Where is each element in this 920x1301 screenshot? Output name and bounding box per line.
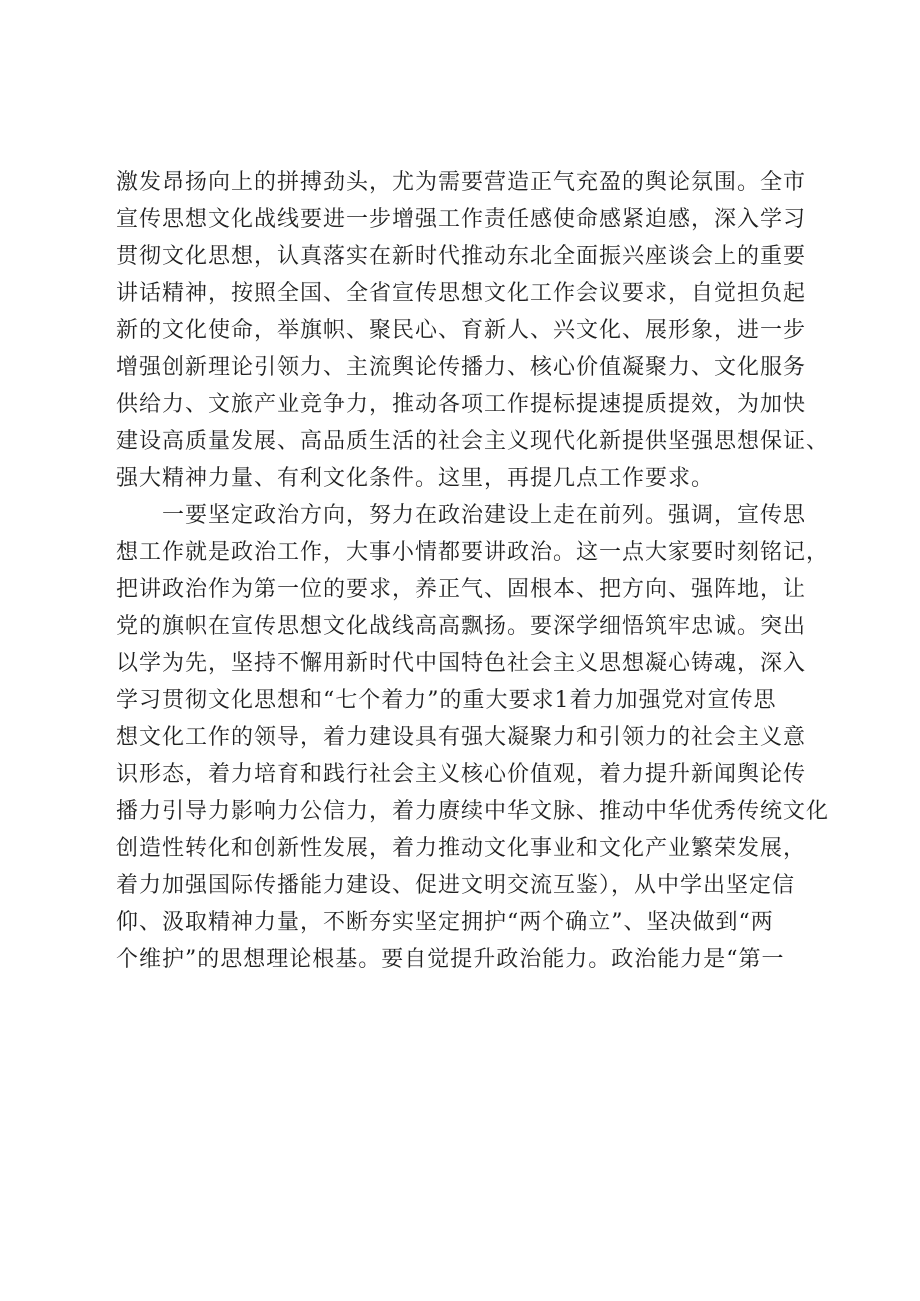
text-line: 以学为先，坚持不懈用新时代中国特色社会主义思想凝心铸魂，深入 <box>116 651 807 676</box>
text-line: 想工作就是政治工作，大事小情都要讲政治。这一点大家要时刻铭记， <box>116 540 830 565</box>
text-line: 仰、汲取精神力量，不断夯实坚定拥护“两个确立”、坚决做到“两 <box>116 910 774 935</box>
text-line: 增强创新理论引领力、主流舆论传播力、核心价值凝聚力、文化服务 <box>116 355 807 380</box>
text-line: 播力引导力影响力公信力，着力赓续中华文脉、推动中华优秀传统文化 <box>116 799 830 824</box>
text-line: 贯彻文化思想，认真落实在新时代推动东北全面振兴座谈会上的重要 <box>116 244 807 269</box>
text-line: 识形态，着力培育和践行社会主义核心价值观，着力提升新闻舆论传 <box>116 762 807 787</box>
text-line: 激发昂扬向上的拼搏劲头，尤为需要营造正气充盈的舆论氛围。全市 <box>116 170 807 195</box>
text-line: 讲话精神，按照全国、全省宣传思想文化工作会议要求，自觉担负起 <box>116 281 807 306</box>
text-line: 建设高质量发展、高品质生活的社会主义现代化新提供坚强思想保证、 <box>116 429 830 454</box>
text-line: 供给力、文旅产业竞争力，推动各项工作提标提速提质提效，为加快 <box>116 392 807 417</box>
text-line: 个维护”的思想理论根基。要自觉提升政治能力。政治能力是“第一 <box>116 947 785 972</box>
text-line: 新的文化使命，举旗帜、聚民心、育新人、兴文化、展形象，进一步 <box>116 318 807 343</box>
body-text <box>116 164 830 978</box>
text-line: 着力加强国际传播能力建设、促进文明交流互鉴），从中学出坚定信 <box>116 873 796 898</box>
text-line: 党的旗帜在宣传思想文化战线高高飘扬。要深学细悟筑牢忠诚。突出 <box>116 614 807 639</box>
text-line: 宣传思想文化战线要进一步增强工作责任感使命感紧迫感，深入学习 <box>116 207 807 232</box>
text-line: 创造性转化和创新性发展，着力推动文化事业和文化产业繁荣发展， <box>116 836 807 861</box>
text-line: 强大精神力量、有利文化条件。这里，再提几点工作要求。 <box>116 466 715 491</box>
text-line: 想文化工作的领导，着力建设具有强大凝聚力和引领力的社会主义意 <box>116 725 807 750</box>
text-line: 学习贯彻文化思想和“七个着力”的重大要求1着力加强党对宣传思 <box>116 688 777 713</box>
text-line: 把讲政治作为第一位的要求，养正气、固根本、把方向、强阵地，让 <box>116 577 807 602</box>
paragraph-first-line: 一要坚定政治方向，努力在政治建设上走在前列。强调，宣传思 <box>162 503 807 528</box>
